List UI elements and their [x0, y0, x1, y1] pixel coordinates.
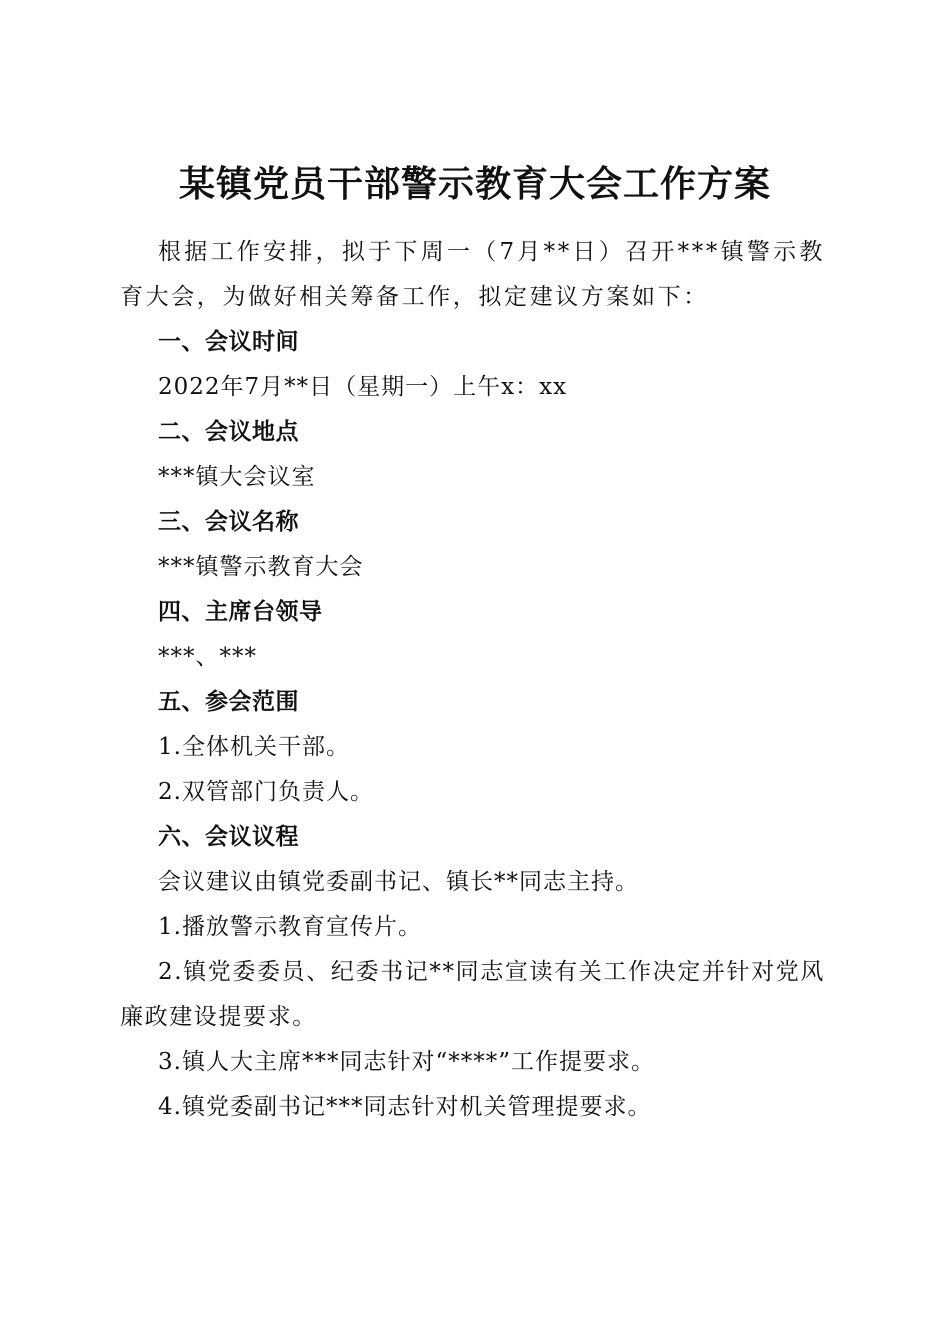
document-title: 某镇党员干部警示教育大会工作方案 — [178, 163, 771, 206]
document-body — [120, 230, 825, 1130]
agenda-item: 1.播放警示教育宣传片。 — [158, 914, 422, 940]
section-heading-time: 一、会议时间 — [158, 329, 299, 355]
scope-item: 2.双管部门负责人。 — [158, 779, 374, 805]
intro-paragraph: 根据工作安排，拟于下周一（7月**日）召开***镇警示教育大会，为做好相关筹备工作，拟定建议方案如下： — [120, 239, 825, 310]
section-heading-leaders: 四、主席台领导 — [158, 599, 323, 625]
section-content-time: 2022年7月**日（星期一）上午x：xx — [158, 374, 568, 400]
section-heading-scope: 五、参会范围 — [158, 689, 299, 715]
section-heading-agenda: 六、会议议程 — [158, 824, 299, 850]
agenda-item: 2.镇党委委员、纪委书记**同志宣读有关工作决定并针对党风廉政建设提要求。 — [120, 959, 825, 1030]
scope-item: 1.全体机关干部。 — [158, 734, 350, 760]
section-content-name: ***镇警示教育大会 — [158, 554, 364, 580]
section-content-leaders: ***、*** — [158, 644, 257, 670]
section-heading-name: 三、会议名称 — [158, 509, 299, 535]
agenda-item: 4.镇党委副书记***同志针对机关管理提要求。 — [158, 1094, 652, 1120]
section-content-location: ***镇大会议室 — [158, 464, 316, 490]
agenda-host: 会议建议由镇党委副书记、镇长**同志主持。 — [158, 869, 639, 895]
agenda-item: 3.镇人大主席***同志针对“****”工作提要求。 — [158, 1049, 655, 1075]
section-heading-location: 二、会议地点 — [158, 419, 299, 445]
